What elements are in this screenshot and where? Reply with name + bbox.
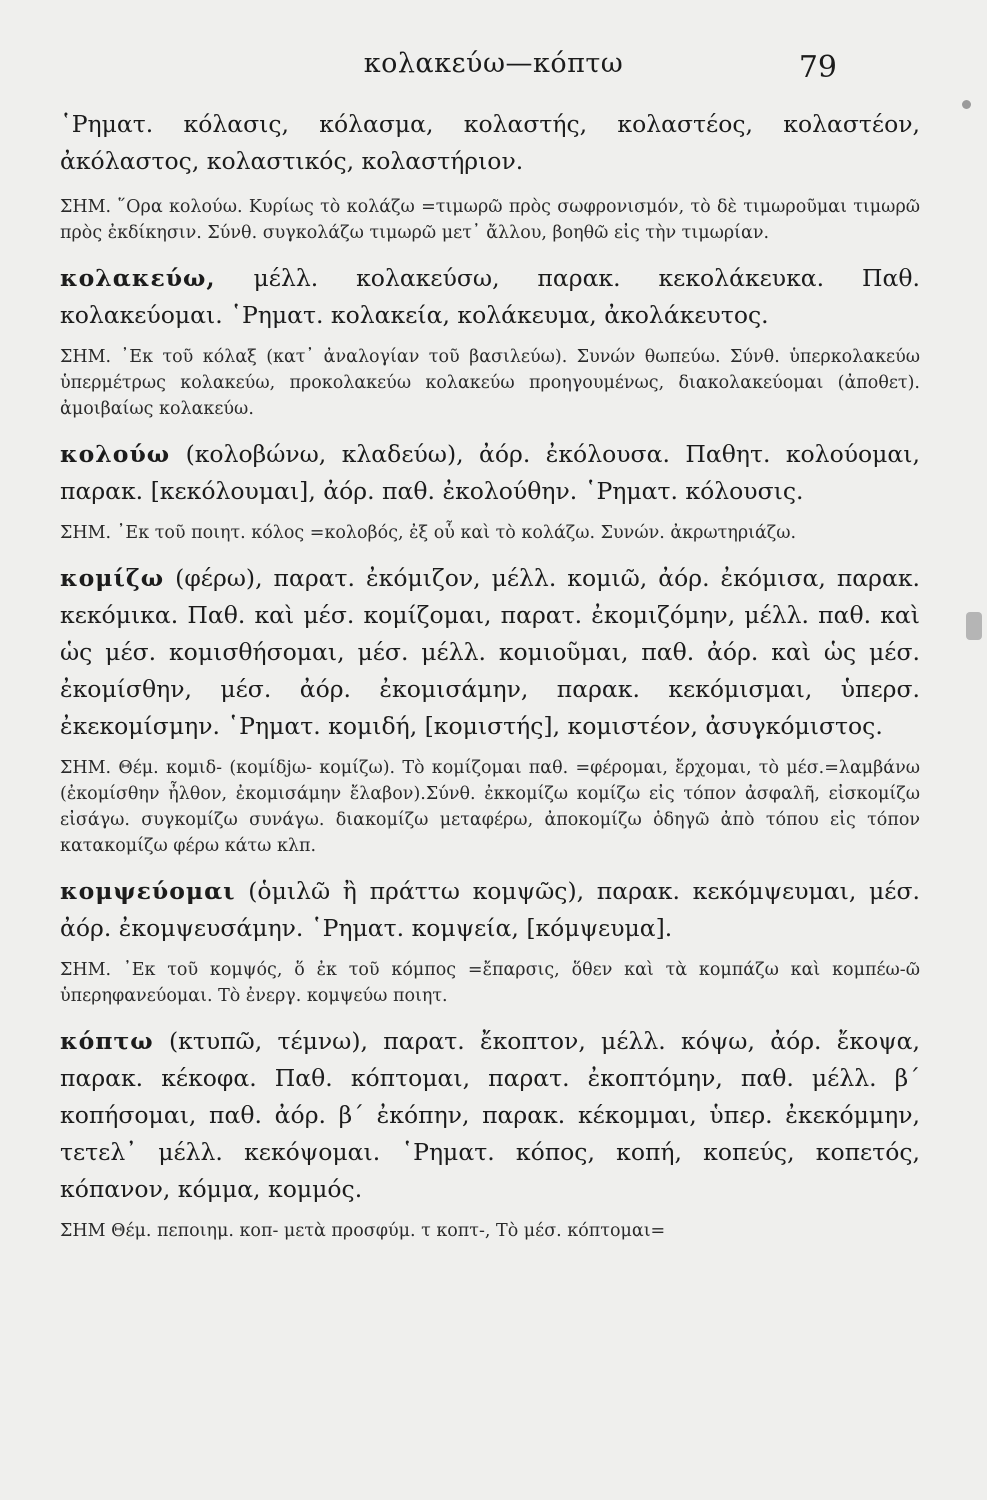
entry-headword: κομψεύομαι	[60, 877, 236, 905]
running-head: κολακεύω—κόπτω	[363, 48, 624, 79]
note-block: ΣΗΜ. ᾿Εκ τοῦ κομψός, ὅ ἐκ τοῦ κόμπος =ἔπαρσις, ὅθεν καὶ τὰ κομπάζω καὶ κομπέω-ῶ ὑπερηφανεύομαι. Τὸ ἐνεργ. κομψεύω ποιητ.	[60, 960, 920, 1006]
entry-intro	[60, 106, 920, 180]
entry-text: (κτυπῶ, τέμνω), παρατ. ἔκοπτον, μέλλ. κόψω, ἀόρ. ἔκοψα, παρακ. κέκοφα. Παθ. κόπτομαι, παρατ. ἐκοπτόμην, παθ. μέλλ. β´ κοπήσομαι, παθ. ἀόρ. β´ ἐκόπην, παρακ. κέκομμαι, ὑπερ. ἐκεκόμμην, τετελ᾽ μέλλ. κεκόψομαι. ῾Ρηματ. κόπος, κοπή, κοπεύς, κοπετός, κόπανον, κόμμα, κομμός.	[60, 1027, 920, 1203]
note-block: ΣΗΜ Θέμ. πεποιημ. κοπ- μετὰ προσφύμ. τ κοπτ-, Τὸ μέσ. κόπτομαι=	[60, 1221, 666, 1241]
entry-headword: κομίζω	[60, 564, 165, 592]
entry-headword: κόπτω	[60, 1027, 154, 1055]
entry-text: (ὁμιλῶ ἢ πράττω κομψῶς), παρακ. κεκόμψευμαι, μέσ. ἀόρ. ἐκομψευσάμην. ῾Ρηματ. κομψεία, [κόμψευμα].	[60, 877, 920, 942]
entry-text: ῾Ρηματ. κόλασις, κόλασμα, κολαστής, κολαστέος, κολαστέον, ἀκόλαστος, κολαστικός, κολαστήριον.	[60, 110, 920, 175]
entry-text: μέλλ. κολακεύσω, παρακ. κεκολάκευκα. Παθ. κολακεύομαι. ῾Ρηματ. κολακεία, κολάκευμα, ἀκολάκευτος.	[60, 264, 920, 329]
entry-kopto	[60, 1023, 920, 1208]
entry-kolakeuo	[60, 260, 920, 334]
entry-text: (κολοβώνω, κλαδεύω), ἀόρ. ἐκόλουσα. Παθητ. κολούομαι, παρακ. [κεκόλουμαι], ἀόρ. παθ. ἐκολούθην. ῾Ρηματ. κόλουσις.	[60, 440, 920, 505]
print-speck	[962, 100, 971, 109]
note-block: ΣΗΜ. Θέμ. κομιδ- (κομίδjω- κομίζω). Τὸ κομίζομαι παθ. =φέρομαι, ἔρχομαι, τὸ μέσ.=λαμβάνω (ἐκομίσθην ἦλθον, ἐκομισάμην ἔλαβον).Σύνθ. ἐκκομίζω κομίζω εἰς τόπον ἀσφαλῆ, εἰσκομίζω εἰσάγω. συγκομίζω συνάγω. διακομίζω μεταφέρω, ἀποκομίζω ὁδηγῶ ἀπὸ τόπου εἰς τόπον κατακομίζω φέρω κάτω κλπ.	[60, 758, 920, 856]
print-speck	[966, 612, 982, 640]
page-body	[60, 106, 920, 1258]
entry-kompseuomai	[60, 873, 920, 947]
page-number: 79	[798, 50, 837, 85]
note-block: ΣΗΜ. ᾿Εκ τοῦ ποιητ. κόλος =κολοβός, ἐξ οὗ καὶ τὸ κολάζω. Συνών. ἀκρωτηριάζω.	[60, 523, 797, 543]
entry-koloyo	[60, 436, 920, 510]
entry-headword: κολούω	[60, 440, 171, 468]
entry-komizo	[60, 560, 920, 745]
entry-text: (φέρω), παρατ. ἐκόμιζον, μέλλ. κομιῶ, ἀόρ. ἐκόμισα, παρακ. κεκόμικα. Παθ. καὶ μέσ. κομίζομαι, παρατ. ἐκομιζόμην, μέλλ. παθ. καὶ ὡς μέσ. κομισθήσομαι, μέσ. μέλλ. κομιοῦμαι, παθ. ἀόρ. καὶ ὡς μέσ. ἐκομίσθην, μέσ. ἀόρ. ἐκομισάμην, παρακ. κεκόμισμαι, ὑπερσ. ἐκεκομίσμην. ῾Ρηματ. κομιδή, [κομιστής], κομιστέον, ἀσυγκόμιστος.	[60, 564, 920, 740]
entry-headword: κολακεύω,	[60, 264, 216, 292]
note-block: ΣΗΜ. ᾿Εκ τοῦ κόλαξ (κατ᾽ ἀναλογίαν τοῦ βασιλεύω). Συνών θωπεύω. Σύνθ. ὑπερκολακεύω ὑπερμέτρως κολακεύω, προκολακεύω κολακεύω προηγουμένως, διακολακεύομαι (ἀποθετ). ἀμοιβαίως κολακεύω.	[60, 347, 920, 419]
note-block: ΣΗΜ. ῞Ορα κολούω. Κυρίως τὸ κολάζω =τιμωρῶ πρὸς σωφρονισμόν, τὸ δὲ τιμωροῦμαι τιμωρῶ πρὸς ἐκδίκησιν. Σύνθ. συγκολάζω τιμωρῶ μετ᾽ ἄλλου, βοηθῶ εἰς τὴν τιμωρίαν.	[60, 197, 920, 243]
